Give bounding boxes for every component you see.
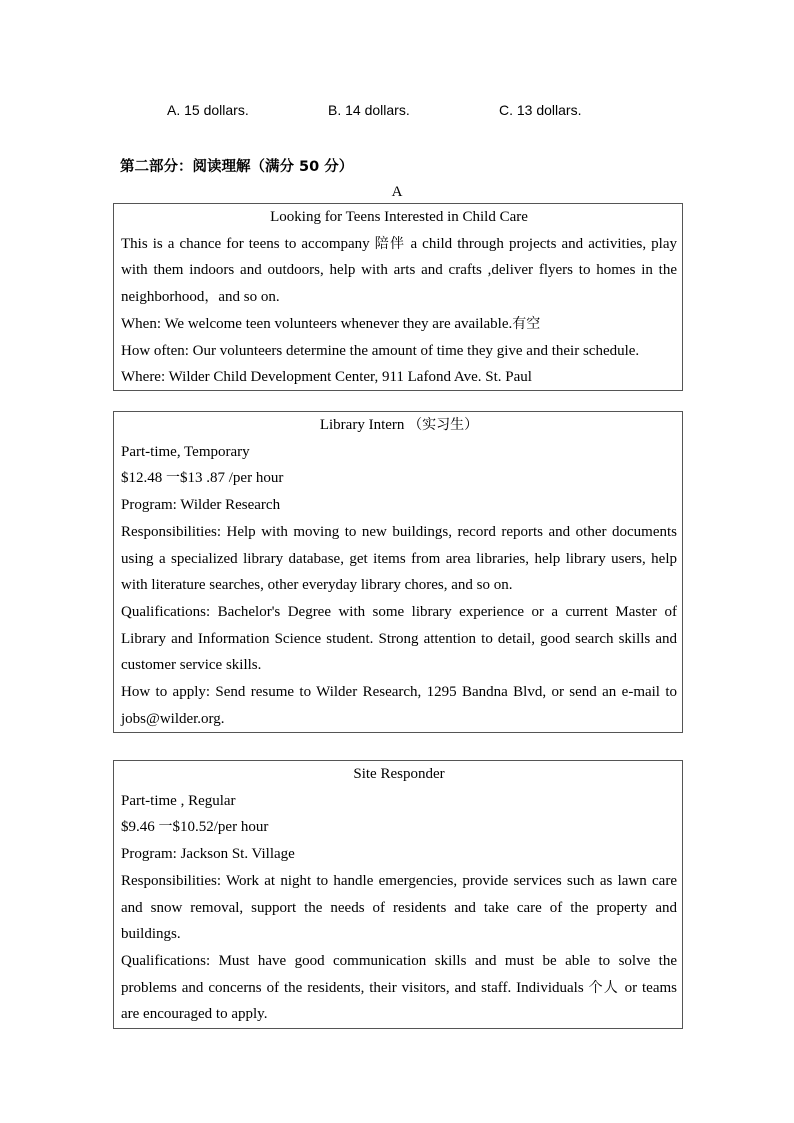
desc-comma: ，: [204, 289, 219, 306]
qual-text-2: or teams are encouraged to apply.: [121, 979, 678, 1023]
desc-text-1: This is a chance for teens to accompany: [121, 235, 375, 252]
option-b: B. 14 dollars.: [328, 102, 410, 118]
option-c: C. 13 dollars.: [499, 102, 582, 118]
ad-title: [121, 412, 677, 439]
ad-title: Site Responder: [353, 766, 445, 782]
option-a: A. 15 dollars.: [167, 102, 249, 118]
desc-text-3: and so on.: [218, 289, 280, 306]
section-heading: 第二部分：阅读理解（满分 50 分）: [120, 159, 354, 175]
ad-job-type: Part-time, Temporary: [121, 443, 250, 460]
pay-high: $10.52/per hour: [172, 819, 269, 836]
ad-where: Where: Wilder Child Development Center, 911 Lafond Ave. St. Paul: [121, 369, 532, 386]
pay-dash: 一: [158, 819, 173, 836]
pay-low: $12.48: [121, 470, 166, 487]
title-text: Library Intern: [319, 417, 409, 433]
passage-letter: A: [391, 184, 403, 200]
ad-how-often: How often: Our volunteers determine the amount of time they give and their schedule.: [121, 342, 640, 359]
ad-title: Looking for Teens Interested in Child Care: [270, 209, 528, 225]
ad-job-type: Part-time , Regular: [121, 792, 236, 809]
answer-options: [0, 102, 794, 124]
ad-program: Program: Jackson St. Village: [121, 846, 295, 863]
pay-dash: 一: [166, 470, 180, 487]
gloss-intern: （实习生）: [408, 417, 479, 433]
library-intern-ad: [113, 411, 683, 733]
child-care-ad: [113, 203, 683, 391]
gloss-accompany: 陪伴: [374, 235, 406, 252]
pay-low: $9.46: [121, 819, 159, 836]
site-responder-ad: [113, 760, 683, 1029]
qual-text-1: Qualifications: Must have good communication skills and must be able to solve the problems and concerns of the residents, their visitors, and staff. Individuals: [121, 952, 677, 996]
gloss-individuals: 个人: [588, 979, 625, 996]
ad-responsibilities: Responsibilities: Work at night to handle emergencies, provide services such as lawn care and snow removal, support the needs of residents and take care of the property and buildings.: [121, 872, 677, 943]
ad-pay: [121, 465, 677, 492]
desc-text-2: a child through projects and activities, play with them indoors and outdoors, help with arts and crafts ,deliver flyers to homes in the neighborhood: [121, 235, 677, 306]
ad-when: [121, 311, 677, 338]
when-text: When: We welcome teen volunteers whenever they are available.: [121, 315, 513, 332]
ad-description: [121, 231, 677, 311]
ad-qualifications: [121, 948, 677, 1028]
ad-how-to-apply: How to apply: Send resume to Wilder Research, 1295 Bandna Blvd, or send an e-mail to jobs@wilder.org.: [121, 684, 677, 727]
ad-responsibilities: Responsibilities: Help with moving to new buildings, record reports and other documents using a specialized library database, get items from area libraries, help library users, help with literature searches, other everyday library chores, and so on.: [121, 523, 677, 594]
ad-program: Program: Wilder Research: [121, 497, 281, 514]
pay-high: $13 .87 /per hour: [180, 470, 284, 487]
ad-pay: [121, 814, 677, 841]
ad-qualifications: Qualifications: Bachelor's Degree with some library experience or a current Master of Library and Information Science student. Strong attention to detail, good search skills and customer service skills.: [121, 603, 677, 674]
gloss-available: 有空: [512, 315, 541, 332]
